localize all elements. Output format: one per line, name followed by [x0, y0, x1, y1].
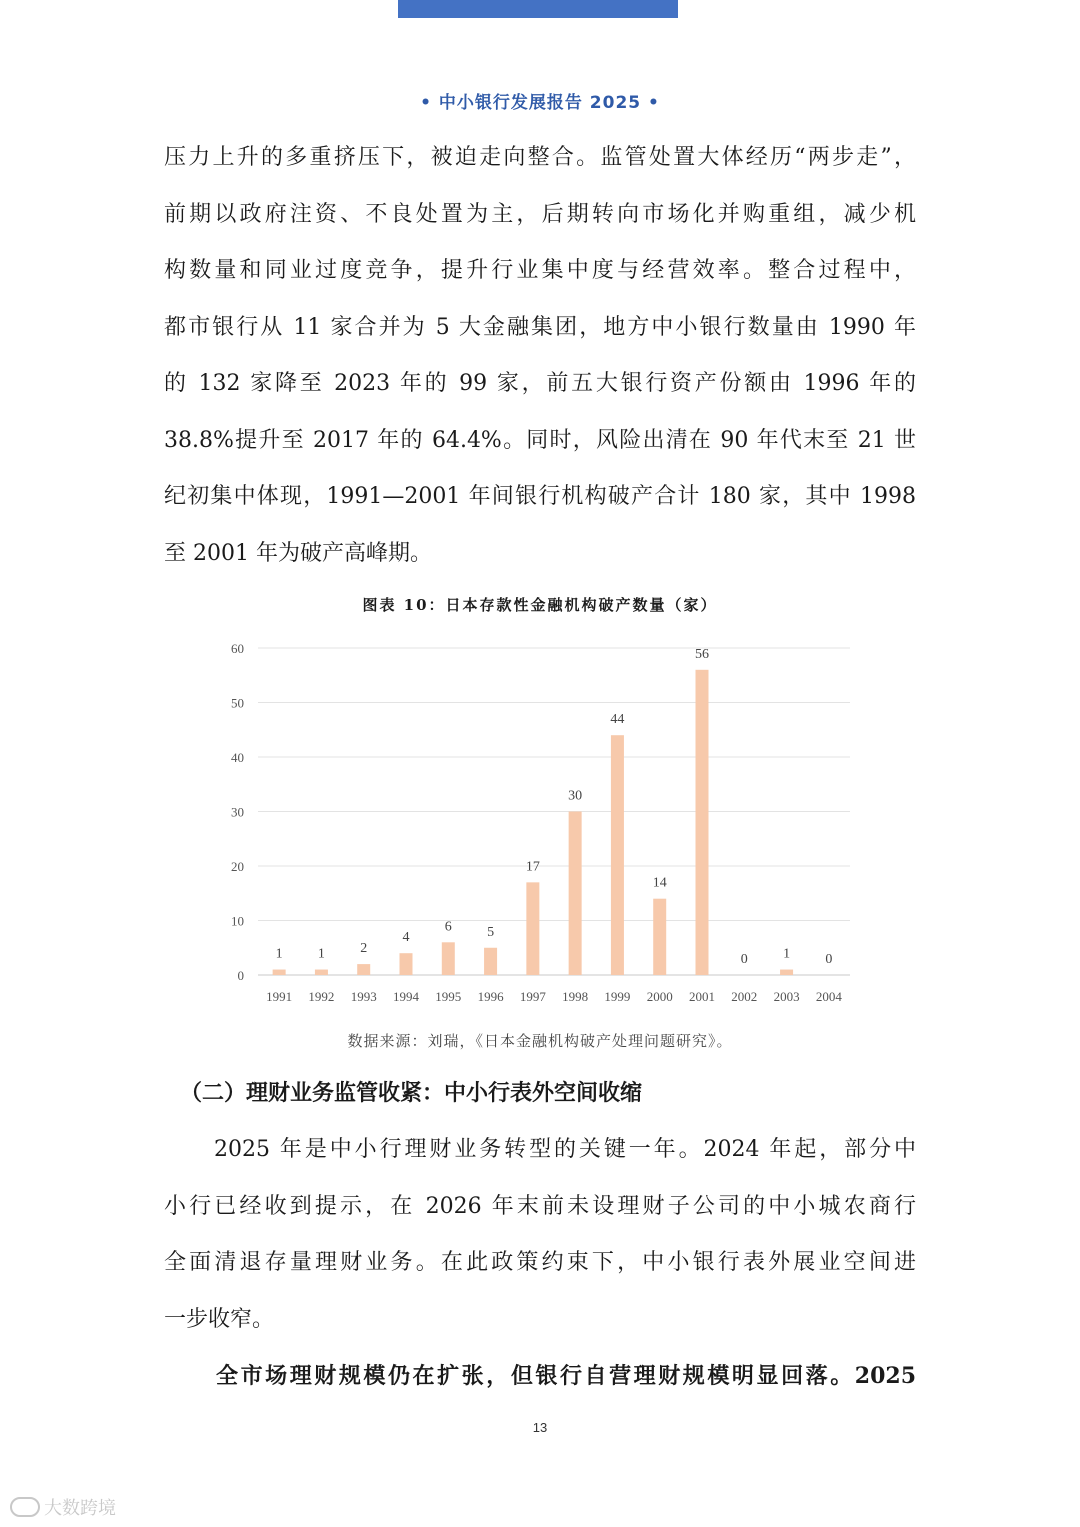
data-label: 2	[360, 941, 368, 957]
report-header: • 中小银行发展报告 2025 •	[420, 93, 660, 113]
data-label: 14	[652, 875, 667, 891]
bar-chart	[220, 630, 860, 1020]
bar	[653, 899, 666, 975]
bar	[273, 970, 286, 975]
data-label: 1	[317, 946, 325, 962]
data-label: 0	[740, 952, 748, 967]
x-tick-label: 1994	[393, 989, 419, 1004]
bar	[357, 964, 370, 975]
bar	[569, 812, 582, 976]
y-tick-label: 20	[231, 859, 244, 874]
text-line: 的 132 家降至 2023 年的 99 家，前五大银行资产份额由 1996 年的	[164, 371, 916, 396]
text-line: 纪初集中体现，1991—2001 年间银行机构破产合计 180 家，其中 1998	[164, 484, 916, 509]
x-tick-label: 2002	[731, 989, 758, 1004]
body-paragraph-2	[164, 1122, 916, 1348]
bar	[400, 953, 413, 975]
bar	[484, 948, 497, 975]
body-paragraph-3	[164, 1348, 916, 1405]
text-line: 都市银行从 11 家合并为 5 大金融集团，地方中小银行数量由 1990 年	[164, 314, 916, 340]
y-tick-label: 30	[231, 804, 244, 820]
data-label: 0	[825, 952, 833, 967]
bar	[696, 670, 709, 975]
bar	[442, 942, 455, 975]
bar	[526, 882, 539, 975]
body-paragraph-1	[164, 130, 916, 582]
x-tick-label: 1995	[435, 989, 462, 1004]
text-line: 38.8%提升至 2017 年的 64.4%。同时，风险出清在 90 年代末至 21 世	[164, 427, 916, 453]
page-number: 13	[532, 1420, 548, 1435]
y-tick-label: 10	[231, 913, 244, 929]
x-tick-label: 1996	[477, 989, 504, 1004]
section-heading: （二）理财业务监管收紧：中小行表外空间收缩	[180, 1081, 643, 1106]
x-tick-label: 1997	[519, 989, 546, 1004]
x-tick-label: 1999	[604, 989, 631, 1004]
header-accent-bar	[398, 0, 678, 18]
data-label: 4	[402, 930, 410, 946]
data-label: 30	[568, 788, 583, 804]
x-tick-label: 2004	[815, 989, 842, 1004]
text-line: 一步收窄。	[164, 1306, 275, 1332]
x-tick-label: 2000	[646, 989, 673, 1004]
data-label: 1	[275, 946, 283, 962]
watermark-text: 大数跨境	[44, 1498, 116, 1519]
x-tick-label: 2003	[773, 989, 800, 1004]
y-tick-label: 60	[231, 641, 244, 656]
x-tick-label: 1992	[308, 989, 335, 1004]
text-line: 前期以政府注资、不良处置为主，后期转向市场化并购重组，减少机	[164, 201, 916, 227]
text-line: 全面清退存量理财业务。在此政策约束下，中小银行表外展业空间进	[164, 1250, 916, 1275]
x-tick-label: 1993	[350, 989, 377, 1004]
x-tick-label: 1991	[266, 989, 293, 1004]
chart-title: 图表 10：日本存款性金融机构破产数量（家）	[362, 596, 718, 614]
x-tick-label: 1998	[562, 989, 589, 1004]
text-line: 构数量和同业过度竞争，提升行业集中度与经营效率。整合过程中，	[164, 258, 916, 283]
data-label: 6	[444, 919, 452, 935]
x-tick-label: 2001	[689, 989, 715, 1004]
text-line: 全市场理财规模仍在扩张，但银行自营理财规模明显回落。2025	[216, 1363, 916, 1389]
text-line: 2025 年是中小行理财业务转型的关键一年。2024 年起，部分中	[214, 1137, 916, 1162]
data-label: 5	[487, 924, 495, 940]
y-tick-label: 40	[231, 750, 244, 765]
data-label: 1	[783, 946, 791, 962]
text-line: 至 2001 年为破产高峰期。	[164, 540, 432, 566]
bar	[611, 735, 624, 975]
watermark	[10, 1494, 116, 1520]
bar	[315, 970, 328, 975]
text-line: 小行已经收到提示，在 2026 年末前未设理财子公司的中小城农商行	[164, 1193, 916, 1219]
data-label: 44	[610, 712, 625, 728]
text-line: 压力上升的多重挤压下，被迫走向整合。监管处置大体经历“两步走”，	[164, 145, 916, 170]
data-label: 17	[525, 859, 540, 875]
y-tick-label: 50	[231, 695, 244, 711]
data-label: 56	[695, 646, 709, 662]
bar	[780, 970, 793, 975]
y-tick-label: 0	[237, 968, 244, 983]
watermark-logo-icon	[10, 1497, 40, 1517]
chart-source: 数据来源：刘瑞，《日本金融机构破产处理问题研究》。	[347, 1032, 733, 1050]
